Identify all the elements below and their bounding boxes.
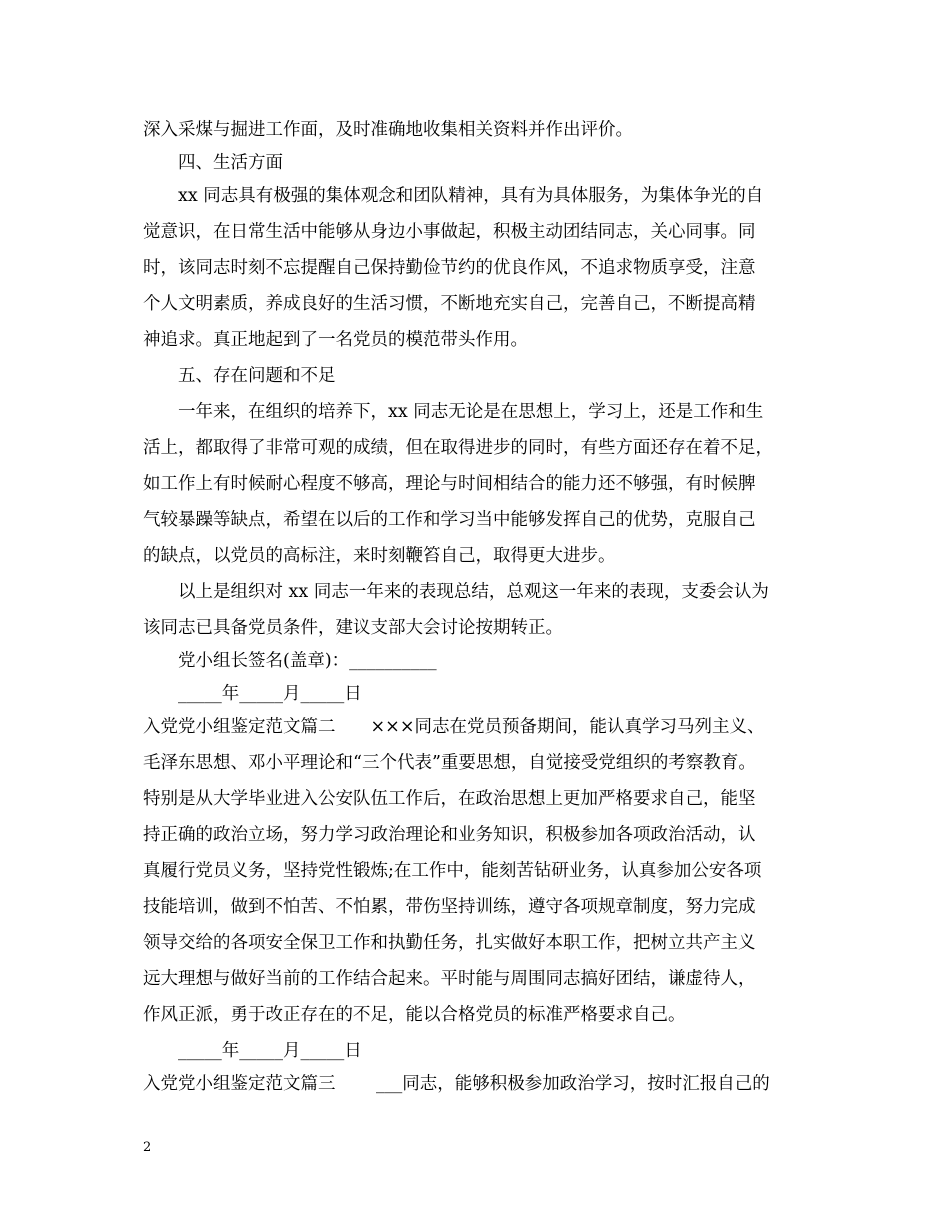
text-line: 以上是组织对 xx 同志一年来的表现总结，总观这一年来的表现，支委会认为 xyxy=(143,582,769,602)
date-line: _____年_____月_____日 xyxy=(143,684,362,704)
text-line: 一年来，在组织的培养下，xx 同志无论是在思想上，学习上，还是工作和生 xyxy=(143,402,764,422)
text-line: 时，该同志时刻不忘提醒自己保持勤俭节约的优良作风，不追求物质享受，注意 xyxy=(143,258,756,278)
text-line: 持正确的政治立场，努力学习政治理论和业务知识，积极参加各项政治活动，认 xyxy=(143,825,756,845)
text-line: 如工作上有时候耐心程度不够高，理论与时间相结合的能力还不够强，有时候脾 xyxy=(143,474,756,494)
text-line: 气较暴躁等缺点，希望在以后的工作和学习当中能够发挥自己的优势，克服自己 xyxy=(143,510,756,530)
text-line: 活上，都取得了非常可观的成绩，但在取得进步的同时，有些方面还存在着不足， xyxy=(143,438,773,458)
signature-line: 党小组长签名(盖章)：__________ xyxy=(143,651,437,671)
text-line: 的缺点，以党员的高标注，来时刻鞭笞自己，取得更大进步。 xyxy=(143,546,616,566)
date-line: _____年_____月_____日 xyxy=(143,1041,362,1061)
text-line: 领导交给的各项安全保卫工作和执勤任务，扎实做好本职工作，把树立共产主义 xyxy=(143,933,756,953)
text-line: 神追求。真正地起到了一名党员的模范带头作用。 xyxy=(143,330,528,350)
section-heading: 五、存在问题和不足 xyxy=(143,366,336,386)
text-line: 作风正派，勇于改正存在的不足，能以合格党员的标准严格要求自己。 xyxy=(143,1005,686,1025)
text-line: 入党党小组鉴定范文篇三 ___同志，能够积极参加政治学习，按时汇报自己的 xyxy=(143,1074,770,1094)
section-heading: 四、生活方面 xyxy=(143,153,283,173)
text-line: 毛泽东思想、邓小平理论和“三个代表”重要思想，自觉接受党组织的考察教育。 xyxy=(143,753,756,773)
text-line: xx 同志具有极强的集体观念和团队精神，具有为具体服务，为集体争光的自 xyxy=(143,186,764,206)
text-line: 该同志已具备党员条件，建议支部大会讨论按期转正。 xyxy=(143,618,563,638)
text-line: 觉意识，在日常生活中能够从身边小事做起，积极主动团结同志，关心同事。同 xyxy=(143,222,756,242)
text-line: 个人文明素质，养成良好的生活习惯，不断地充实自己，完善自己，不断提高精 xyxy=(143,294,756,314)
page-number: 2 xyxy=(143,1140,152,1155)
text-line: 远大理想与做好当前的工作结合起来。平时能与周围同志搞好团结，谦虚待人， xyxy=(143,969,756,989)
text-line: 深入采煤与掘进工作面，及时准确地收集相关资料并作出评价。 xyxy=(143,120,633,140)
text-line: 技能培训，做到不怕苦、不怕累，带伤坚持训练，遵守各项规章制度，努力完成 xyxy=(143,897,756,917)
text-line: 入党党小组鉴定范文篇二 ×××同志在党员预备期间，能认真学习马列主义、 xyxy=(143,717,765,737)
text-line: 特别是从大学毕业进入公安队伍工作后，在政治思想上更加严格要求自己，能坚 xyxy=(143,789,756,809)
text-line: 真履行党员义务，坚持党性锻炼;在工作中，能刻苦钻研业务，认真参加公安各项 xyxy=(143,861,762,881)
